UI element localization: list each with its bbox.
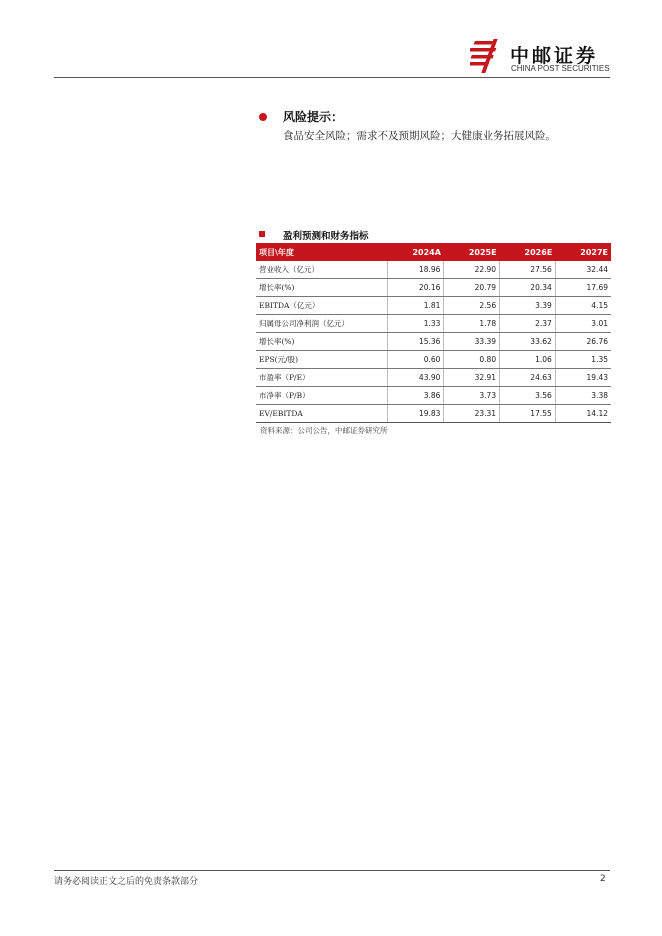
table-cell: 43.90 — [387, 369, 444, 387]
row-label: 市净率（P/B） — [256, 387, 387, 405]
table-cell: 27.56 — [500, 261, 556, 279]
table-cell: 3.38 — [555, 387, 611, 405]
table-cell: 20.79 — [444, 279, 500, 297]
table-cell: 32.91 — [444, 369, 500, 387]
table-cell: 4.15 — [555, 297, 611, 315]
financial-forecast-table — [256, 243, 611, 423]
header-cell: 2026E — [500, 243, 556, 261]
table-cell: 24.63 — [500, 369, 556, 387]
header-cell: 2024A — [387, 243, 444, 261]
table-cell: 20.16 — [387, 279, 444, 297]
table-cell: 3.01 — [555, 315, 611, 333]
table-cell: 19.83 — [387, 405, 444, 423]
table-cell: 33.39 — [444, 333, 500, 351]
bullet-square-icon — [259, 231, 265, 237]
row-label: EV/EBITDA — [256, 405, 387, 423]
logo-chinese-name: 中邮证券 — [510, 45, 599, 67]
row-label: 营业收入（亿元） — [256, 261, 387, 279]
row-label: 市盈率（P/E） — [256, 369, 387, 387]
table-cell: 18.96 — [387, 261, 444, 279]
table-cell: 23.31 — [444, 405, 500, 423]
table-row — [256, 369, 611, 387]
page-number: 2 — [600, 874, 606, 884]
header-cell: 2027E — [555, 243, 611, 261]
table-row — [256, 333, 611, 351]
table-cell: 26.76 — [555, 333, 611, 351]
table-cell: 33.62 — [500, 333, 556, 351]
table-row — [256, 351, 611, 369]
table-row — [256, 279, 611, 297]
table-cell: 22.90 — [444, 261, 500, 279]
bullet-dot-icon — [259, 113, 267, 121]
table-cell: 32.44 — [555, 261, 611, 279]
table-source-note: 资料来源：公司公告，中邮证券研究所 — [260, 426, 388, 435]
table-row — [256, 297, 611, 315]
table-cell: 2.56 — [444, 297, 500, 315]
row-label: 增长率(%) — [256, 333, 387, 351]
row-label: 归属母公司净利润（亿元） — [256, 315, 387, 333]
header-cell: 2025E — [444, 243, 500, 261]
table-cell: 0.60 — [387, 351, 444, 369]
logo-english-name: CHINA POST SECURITIES — [511, 64, 610, 73]
table-cell: 3.86 — [387, 387, 444, 405]
table-cell: 1.35 — [555, 351, 611, 369]
table-cell: 17.55 — [500, 405, 556, 423]
table-cell: 14.12 — [555, 405, 611, 423]
header-divider — [54, 77, 610, 78]
row-label: EBITDA（亿元） — [256, 297, 387, 315]
table-row — [256, 405, 611, 423]
table-cell: 17.69 — [555, 279, 611, 297]
table-cell: 0.80 — [444, 351, 500, 369]
company-logo — [470, 38, 615, 74]
table-row — [256, 261, 611, 279]
risk-title: 风险提示： — [283, 110, 344, 124]
table-cell: 1.81 — [387, 297, 444, 315]
footer-divider — [54, 870, 610, 871]
table-title: 盈利预测和财务指标 — [283, 231, 369, 242]
table-cell: 1.33 — [387, 315, 444, 333]
table-cell: 1.78 — [444, 315, 500, 333]
table-cell: 3.39 — [500, 297, 556, 315]
table-cell: 1.06 — [500, 351, 556, 369]
table-cell: 19.43 — [555, 369, 611, 387]
table-row — [256, 387, 611, 405]
china-post-logo-icon — [470, 38, 506, 74]
row-label: 增长率(%) — [256, 279, 387, 297]
table-cell: 3.73 — [444, 387, 500, 405]
table-row — [256, 315, 611, 333]
table-cell: 20.34 — [500, 279, 556, 297]
footer-disclaimer: 请务必阅读正文之后的免责条款部分 — [54, 877, 199, 887]
table-header-row — [256, 243, 611, 261]
table-cell: 15.36 — [387, 333, 444, 351]
table-cell: 3.56 — [500, 387, 556, 405]
row-label: EPS(元/股) — [256, 351, 387, 369]
header-cell: 项目\年度 — [256, 243, 387, 261]
table-cell: 2.37 — [500, 315, 556, 333]
risk-text: 食品安全风险；需求不及预期风险；大健康业务拓展风险。 — [283, 130, 556, 142]
